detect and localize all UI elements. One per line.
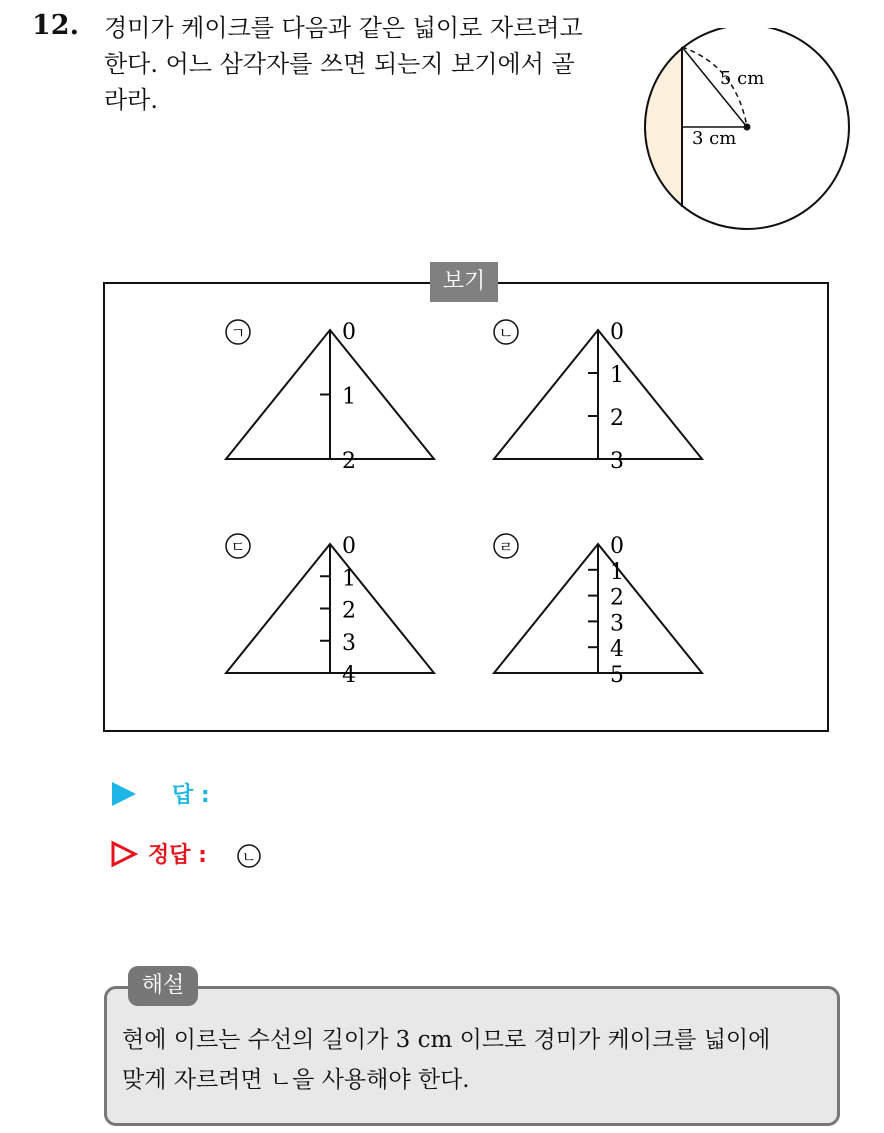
bogi-title: 보기 — [430, 262, 498, 302]
correct-arrow-icon — [110, 840, 138, 868]
option-mark — [226, 534, 250, 558]
scale-tick-label: 1 — [342, 566, 356, 592]
scale-tick-label: 3 — [610, 611, 624, 637]
correct-answer-value: ㄴ — [241, 848, 257, 866]
question-text — [104, 10, 624, 118]
scale-tick-label: 5 — [610, 663, 624, 688]
cut-region — [640, 28, 682, 232]
question-line: 한다. 어느 삼각자를 쓰면 되는지 보기에서 골 — [104, 50, 575, 78]
question-line: 경미가 케이크를 다음과 같은 넓이로 자르려고 — [104, 14, 583, 42]
option-mark — [494, 320, 518, 344]
option-b — [488, 312, 718, 482]
scale-tick-label: 2 — [342, 598, 356, 624]
option-c — [220, 526, 450, 696]
svg-text:ㄴ: ㄴ — [498, 324, 514, 342]
scale-tick-label: 0 — [610, 534, 624, 559]
explanation-text — [122, 1020, 834, 1100]
explanation-title: 해설 — [128, 966, 198, 1006]
correct-answer-label: 정답 : — [148, 843, 207, 868]
scale-tick-label: 3 — [610, 449, 624, 474]
scale-tick-label: 1 — [342, 384, 356, 410]
cake-circle-figure — [640, 28, 856, 232]
option-mark — [226, 320, 250, 344]
scale-tick-label: 4 — [342, 663, 356, 688]
center-point — [744, 124, 751, 131]
scale-tick-label: 2 — [610, 585, 624, 611]
scale-tick-label: 0 — [342, 534, 356, 559]
scale-tick-label: 1 — [610, 363, 624, 388]
question-line: 라라. — [104, 86, 158, 114]
distance-label: 3 cm — [692, 128, 737, 149]
bogi-box — [103, 282, 829, 732]
scale-tick-label: 0 — [342, 320, 356, 345]
explanation-line: 맞게 자르려면 ㄴ을 사용해야 한다. — [122, 1067, 470, 1093]
scale-tick-label: 1 — [610, 559, 624, 585]
svg-text:ㄹ: ㄹ — [498, 538, 514, 556]
option-d — [488, 526, 718, 696]
answer-label: 답 : — [172, 783, 210, 808]
scale-tick-label: 4 — [610, 637, 624, 663]
svg-text:ㄷ: ㄷ — [230, 538, 246, 556]
scale-tick-label: 3 — [342, 630, 356, 656]
scale-tick-label: 0 — [610, 320, 624, 345]
svg-text:ㄱ: ㄱ — [230, 324, 246, 342]
scale-tick-label: 2 — [342, 449, 356, 474]
correct-answer-mark — [236, 843, 264, 871]
answer-arrow-icon — [110, 780, 138, 808]
explanation-line: 현에 이르는 수선의 길이가 3 cm 이므로 경미가 케이크를 넓이에 — [122, 1027, 771, 1053]
radius-label: 5 cm — [720, 68, 765, 89]
question-number: 12. — [32, 10, 79, 41]
scale-tick-label: 2 — [610, 406, 624, 431]
option-mark — [494, 534, 518, 558]
option-a — [220, 312, 450, 482]
